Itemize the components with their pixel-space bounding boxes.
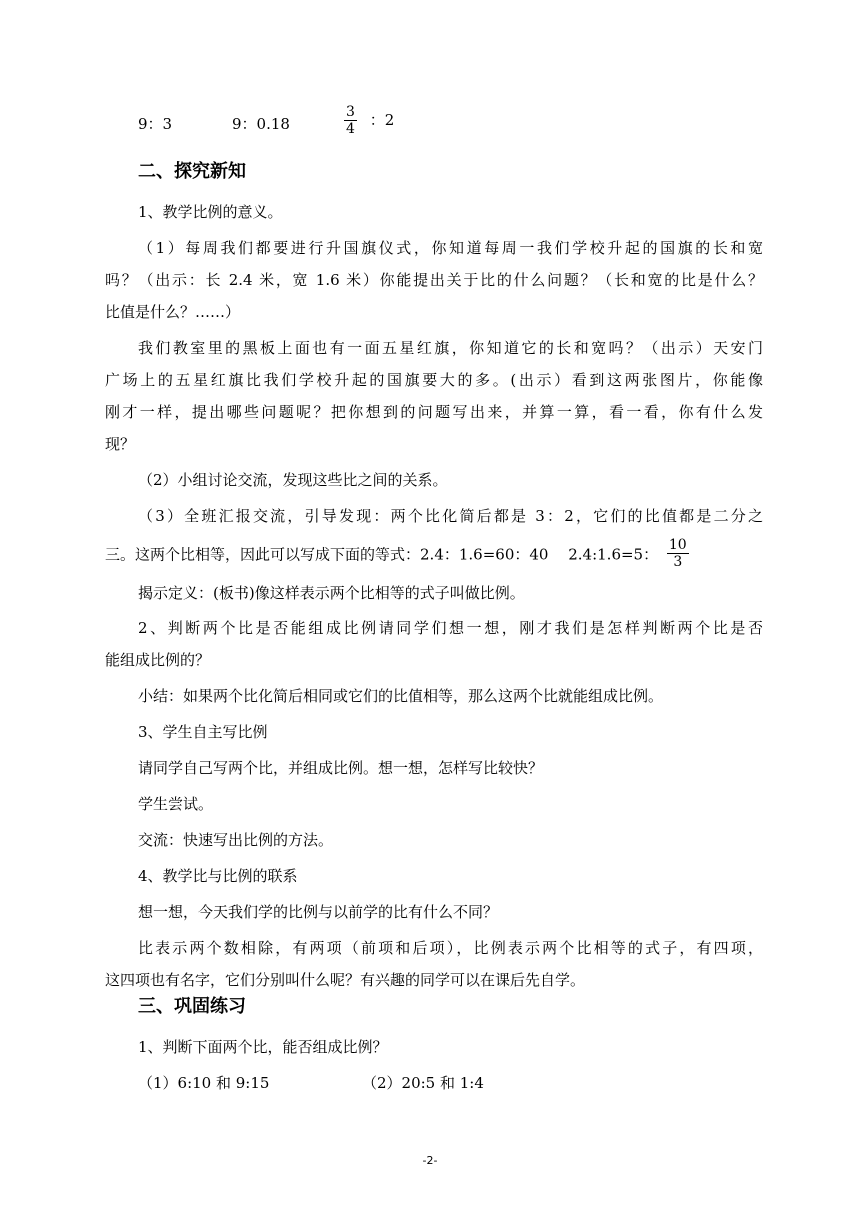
paragraph-line: 能组成比例的？ (105, 651, 211, 669)
paragraph: 请同学自己写两个比，并组成比例。想一想，怎样写比较快？ (138, 759, 544, 777)
paragraph: 小结：如果两个比化简后相同或它们的比值相等，那么这两个比就能组成比例。 (138, 687, 664, 705)
paragraph-line: 这四项也有名字，它们分别叫什么呢？有兴趣的同学可以在课后先自学。 (105, 971, 586, 989)
paragraph-line: 比表示两个数相除，有两项（前项和后项），比例表示两个比相等的式子，有四项， (138, 939, 763, 957)
paragraph-line: 刚才一样，提出哪些问题呢？把你想到的问题写出来，并算一算，看一看，你有什么发 (105, 403, 763, 421)
paragraph: 想一想，今天我们学的比例与以前学的比有什么不同？ (138, 903, 499, 921)
ratio-9-3: 9：3 (138, 115, 173, 133)
fraction-numerator: 10 (668, 537, 687, 553)
question-2: （2）20:5 和 1:4 (362, 1074, 484, 1092)
paragraph: 4、教学比与比例的联系 (138, 867, 298, 885)
paragraph-line: 比值是什么？……） (105, 303, 241, 321)
paragraph-line: （3）全班汇报交流，引导发现：两个比化简后都是 3：2，它们的比值都是二分之 (138, 507, 763, 525)
paragraph: 1、判断下面两个比，能否组成比例？ (138, 1038, 388, 1056)
ratio-tail: ：2 (369, 110, 395, 129)
fraction-numerator: 3 (346, 104, 355, 120)
fraction-denominator: 4 (346, 121, 355, 137)
paragraph-line: 吗？（出示：长 2.4 米，宽 1.6 米）你能提出关于比的什么问题？（长和宽的比是什么？ (105, 271, 763, 289)
page-number: -2- (422, 1154, 438, 1167)
paragraph-line: 我们教室里的黑板上面也有一面五星红旗，你知道它的长和宽吗？（出示）天安门 (138, 339, 763, 357)
paragraph: 学生尝试。 (138, 795, 214, 813)
section-3-title: 三、巩固练习 (138, 996, 246, 1017)
equation-text: 三。这两个比相等，因此可以写成下面的等式：2.4：1.6=60：40 2.4:1.6=5： (105, 545, 659, 564)
ratio-9-018: 9：0.18 (232, 115, 290, 133)
section-2-title: 二、探究新知 (138, 161, 246, 182)
paragraph: 揭示定义：(板书)像这样表示两个比相等的式子叫做比例。 (138, 584, 525, 602)
fraction-denominator: 3 (673, 554, 683, 570)
paragraph-line: 广场上的五星红旗比我们学校升起的国旗要大的多。(出示）看到这两张图片，你能像 (105, 371, 763, 389)
fraction-three-quarters (344, 104, 357, 137)
paragraph-line: （1）每周我们都要进行升国旗仪式，你知道每周一我们学校升起的国旗的长和宽 (138, 239, 763, 257)
ratio-fraction (344, 104, 394, 137)
paragraph-line: 2、判断两个比是否能组成比例请同学们想一想，刚才我们是怎样判断两个比是否 (138, 619, 763, 637)
paragraph-line-with-fraction (105, 539, 763, 572)
paragraph-line: 现？ (105, 435, 136, 453)
question-1: （1）6:10 和 9:15 (138, 1074, 270, 1092)
paragraph: 3、学生自主写比例 (138, 723, 268, 741)
paragraph: 1、教学比例的意义。 (138, 203, 283, 221)
fraction-ten-thirds (667, 537, 689, 570)
paragraph: （2）小组讨论交流，发现这些比之间的关系。 (138, 471, 448, 489)
paragraph: 交流：快速写出比例的方法。 (138, 831, 334, 849)
